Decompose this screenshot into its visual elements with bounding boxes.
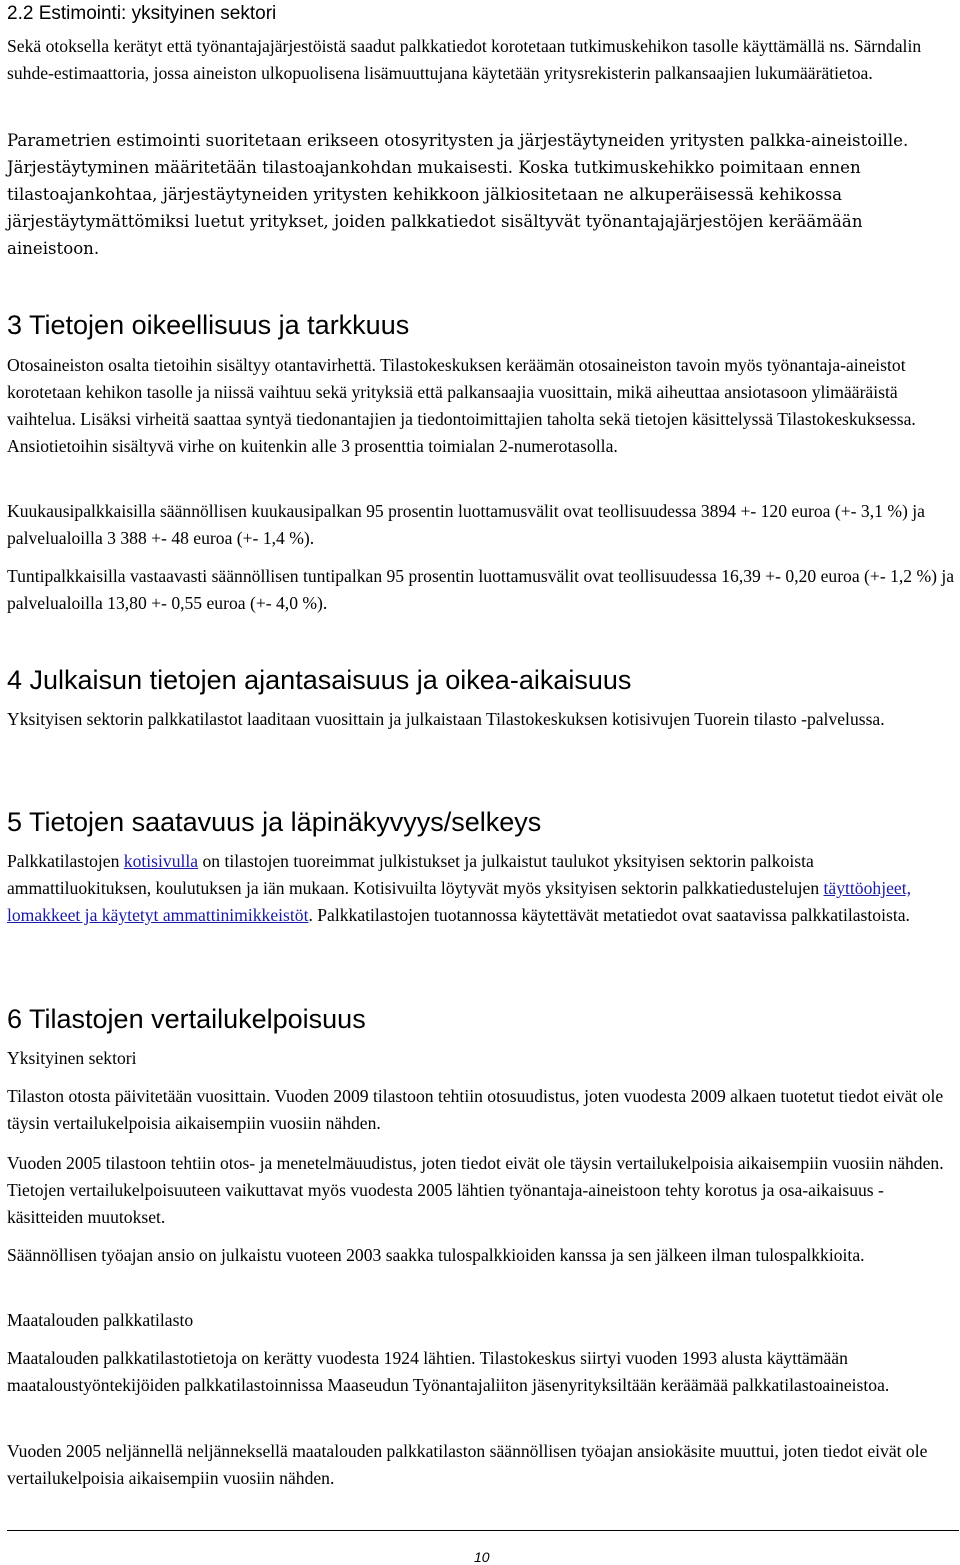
- section-3-paragraph-3: Tuntipalkkaisilla vastaavasti säännöllisen tuntipalkan 95 prosentin luottamusvälit ovat teollisuudessa 16,39 +- 0,20 euroa (+- 1,2 %) ja palvelualoilla 13,80 +- 0,55 euroa (+- 4,0 %).: [7, 566, 955, 613]
- kotisivulla-link[interactable]: kotisivulla: [123, 851, 199, 871]
- section-5-heading: 5 Tietojen saatavuus ja läpinäkyvyys/selkeys: [7, 807, 542, 837]
- section-3-heading: 3 Tietojen oikeellisuus ja tarkkuus: [7, 310, 410, 340]
- section-6-paragraph-5: Vuoden 2005 neljännellä neljänneksellä maatalouden palkkatilaston säännöllisen työajan ansiokäsite muuttui, joten tiedot eivät ole vertailukelpoisia aikaisempiin vuosiin nähden.: [7, 1441, 928, 1488]
- section-6-paragraph-3: Säännöllisen työajan ansio on julkaistu vuoteen 2003 saakka tulospalkkioiden kanssa ja sen jälkeen ilman tulospalkkioita.: [7, 1245, 865, 1265]
- section-6-heading: 6 Tilastojen vertailukelpoisuus: [7, 1004, 366, 1034]
- section-3-paragraph-2: Kuukausipalkkaisilla säännöllisen kuukausipalkan 95 prosentin luottamusvälit ovat teollisuudessa 3894 +- 120 euroa (+- 3,1 %) ja palvelualoilla 3 388 +- 48 euroa (+- 1,4 %).: [7, 501, 925, 548]
- section-2-2-paragraph-2: Parametrien estimointi suoritetaan erikseen otosyritysten ja järjestäytyneiden yritysten palkka-aineistoille. Järjestäytyminen määritetään tilastoajankohdan mukaisesti. Koska tutkimuskehikko poimitaan ennen tilastoajankohtaa, järjestäytyneiden yritysten kehikkoon jälkiositetaan ne alkuperäisessä kehikossa järjestäytymättömiksi luetut yritykset, joiden palkkatiedot sisältyvät työnantajajärjestöjen keräämään aineistoon.: [7, 131, 909, 258]
- section-5-text-a: Palkkatilastojen: [7, 851, 124, 871]
- section-4-heading: 4 Julkaisun tietojen ajantasaisuus ja oikea-aikaisuus: [7, 665, 632, 695]
- subheading-agriculture: Maatalouden palkkatilasto: [7, 1310, 194, 1330]
- section-4-paragraph-1: Yksityisen sektorin palkkatilastot laaditaan vuosittain ja julkaistaan Tilastokeskuksen kotisivujen Tuorein tilasto -palvelussa.: [7, 709, 885, 729]
- section-2-2-paragraph-1: Sekä otoksella kerätyt että työnantajajärjestöistä saadut palkkatiedot korotetaan tutkimuskehikon tasolle käyttämällä ns. Särndalin suhde-estimaattoria, jossa aineiston ulkopuolisena lisämuuttujana käytetään yritysrekisterin palkansaajien lukumäärätietoa.: [7, 36, 922, 83]
- section-6-paragraph-2: Vuoden 2005 tilastoon tehtiin otos- ja menetelmäuudistus, joten tiedot eivät ole täysin vertailukelpoisia aikaisempiin vuosiin nähden. Tietojen vertailukelpoisuuteen vaikuttavat myös vuodesta 2005 lähtien työnantaja-aineistoon tehty korotus ja osa-aikaisuus -käsitteiden muutokset.: [7, 1153, 944, 1227]
- section-2-2-heading: 2.2 Estimointi: yksityinen sektori: [7, 3, 277, 24]
- section-5-paragraph-1: [7, 848, 957, 929]
- section-5-text-c: . Palkkatilastojen tuotannossa käytettävät metatiedot ovat saatavissa palkkatilastoista.: [308, 905, 910, 925]
- section-3-paragraph-1: Otosaineiston osalta tietoihin sisältyy otantavirhettä. Tilastokeskuksen keräämän otosaineiston tavoin myös työnantaja-aineistot korotetaan kehikon tasolle ja niissä vaihtuu sekä yrityksiä että palkansaajia vuosittain, mikä aiheuttaa ansiotasoon ylimääräistä vaihtelua. Lisäksi virheitä saattaa syntyä tiedonantajien ja tiedontoimittajien taholta sekä tietojen käsittelyssä Tilastokeskuksessa. Ansiotietoihin sisältyvä virhe on kuitenkin alle 3 prosenttia toimialan 2-numerotasolla.: [7, 355, 916, 456]
- subheading-private-sector: Yksityinen sektori: [7, 1048, 137, 1068]
- page-number: 10: [474, 1549, 490, 1565]
- section-5-text-b: on tilastojen tuoreimmat julkistukset ja julkaistut taulukot yksityisen sektorin palkoista ammattiluokituksen, koulutuksen ja iän mukaan. Kotisivuilta löytyvät myös yksityisen sektorin palkkatiedustelujen: [7, 851, 824, 898]
- section-6-paragraph-4: Maatalouden palkkatilastotietoja on kerätty vuodesta 1924 lähtien. Tilastokeskus siirtyi vuoden 1993 alusta käyttämään maataloustyöntekijöiden palkkatilastoinnissa Maaseudun Työnantajaliiton jäsenyrityksiltään keräämää palkkatilastoaineistoa.: [7, 1348, 890, 1395]
- footer-divider: [7, 1530, 959, 1531]
- instructions-forms-link[interactable]: täyttöohjeet, lomakkeet ja käytetyt ammattinimikkeistöt: [7, 878, 911, 925]
- section-6-paragraph-1: Tilaston otosta päivitetään vuosittain. Vuoden 2009 tilastoon tehtiin otosuudistus, joten vuodesta 2009 alkaen tuotetut tiedot eivät ole täysin vertailukelpoisia aikaisempiin vuosiin nähden.: [7, 1086, 944, 1133]
